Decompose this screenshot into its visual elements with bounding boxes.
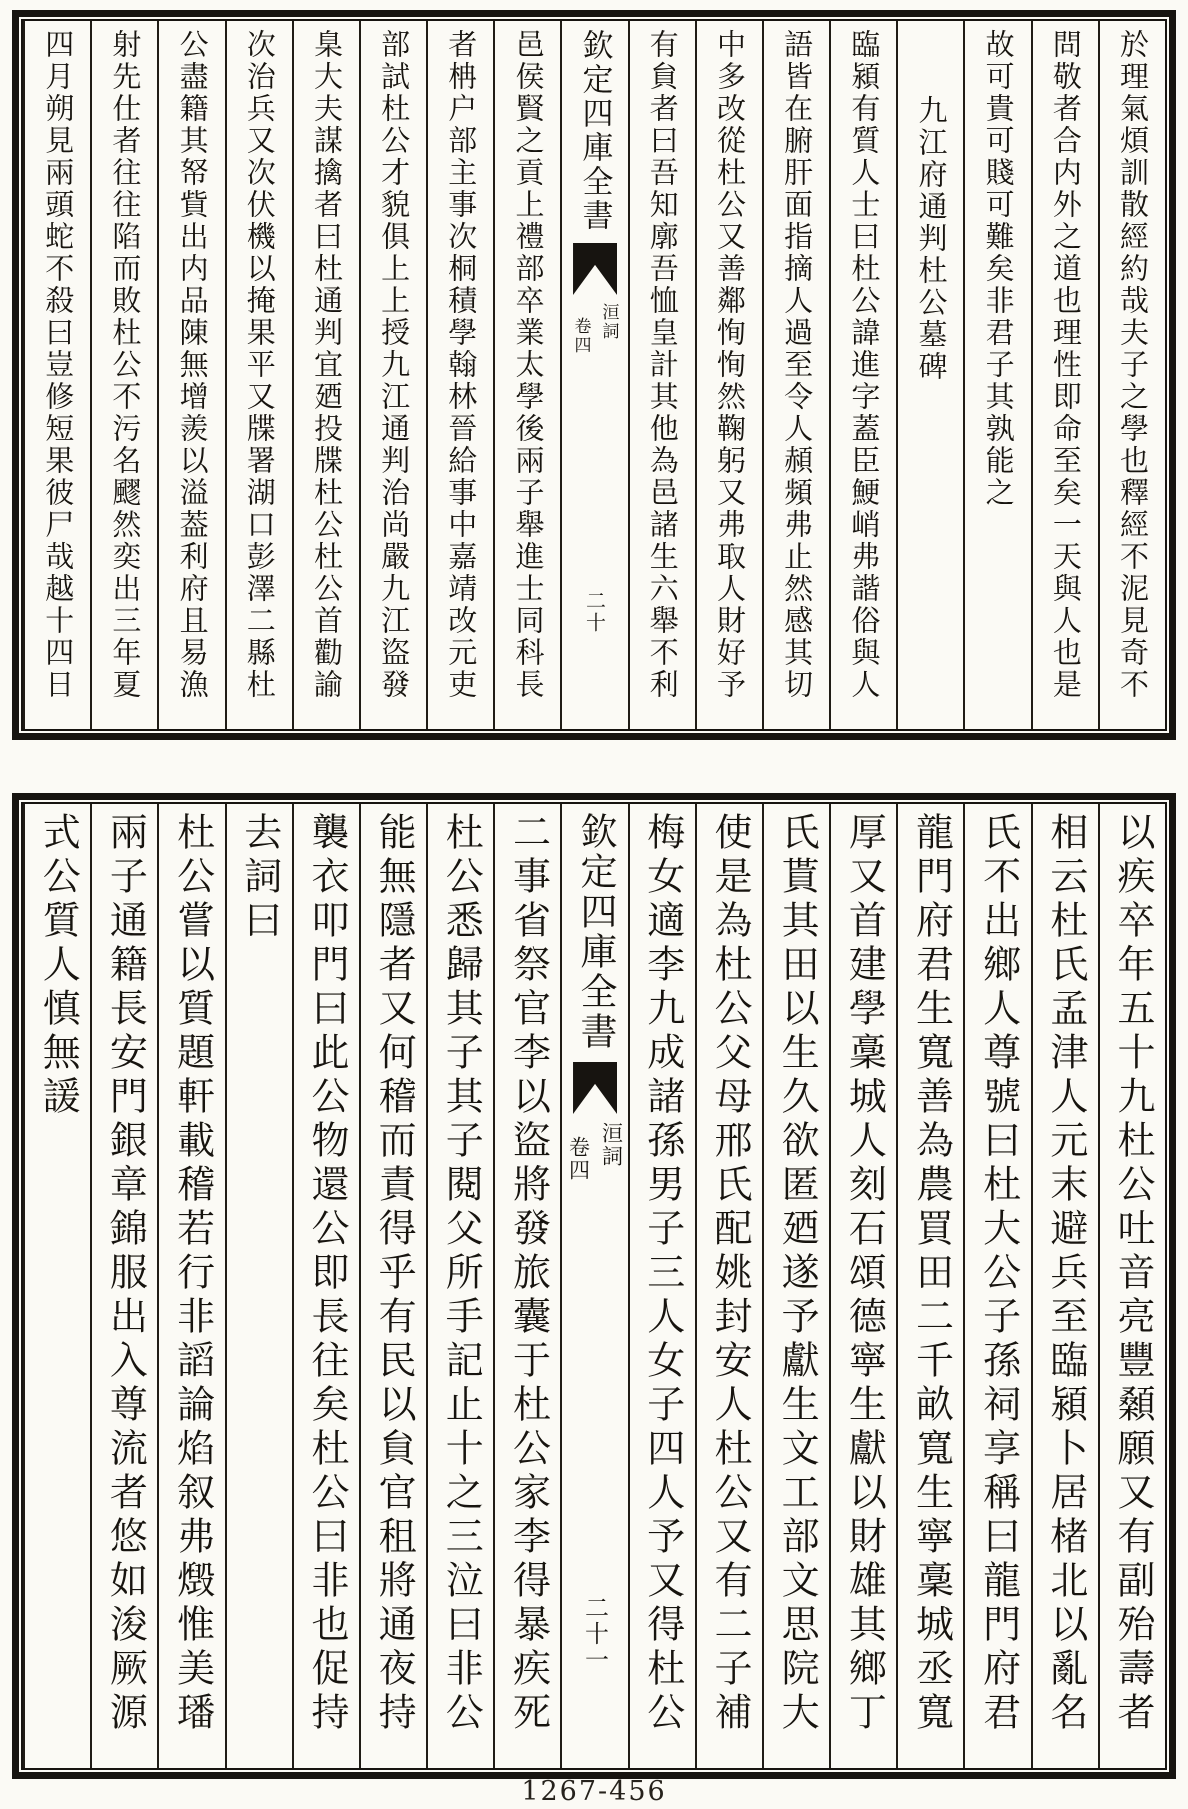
- text-column: 九江府通判杜公墓碑: [896, 21, 963, 729]
- text-column: 兩子通籍長安門銀章錦服出入尊流者悠如浚厥源: [90, 804, 157, 1768]
- page-bottom-columns: [23, 804, 1165, 1768]
- text-column: 去詞曰: [225, 804, 292, 1768]
- volume-label: 卷四: [570, 317, 591, 355]
- text-column: 公盡籍其帑貲出内品陳無增羨以溢葢利府且易漁: [157, 21, 224, 729]
- page-frame-top: [12, 10, 1176, 740]
- text-column: 氏不出鄉人尊號曰杜大公子孫祠享稱曰龍門府君: [963, 804, 1030, 1768]
- fishtail-mark-icon: [573, 1062, 617, 1114]
- banxin-series-title: 欽定四庫全書: [574, 812, 618, 1052]
- text-column: 部試杜公才貌俱上上授九江通判治尚嚴九江盜發: [359, 21, 426, 729]
- text-column: 臬大夫謀擒者曰杜通判宜廼投牒杜公杜公首勸諭: [292, 21, 359, 729]
- text-column: 故可貴可賤可難矣非君子其孰能之: [963, 21, 1030, 729]
- work-volume-mark: [569, 303, 622, 355]
- page-inner-frame-top: [21, 19, 1167, 731]
- banxin-column: [560, 804, 627, 1768]
- text-column: 於理氣煩訓散經約哉夫子之學也釋經不泥見奇不: [1098, 21, 1165, 729]
- banxin-column: [560, 21, 627, 729]
- text-column: 二事省祭官李以盜將發旅囊于杜公家李得暴疾死: [493, 804, 560, 1768]
- text-column: 次治兵又次伏機以掩果平又牒署湖口彭澤二縣杜: [225, 21, 292, 729]
- text-column: 式公質人慎無諼: [23, 804, 90, 1768]
- text-column: 者柟户部主事次桐積學翰林晉給事中嘉靖改元吏: [426, 21, 493, 729]
- page-frame-bottom: [12, 793, 1176, 1779]
- volume-label: 卷四: [566, 1136, 591, 1182]
- work-title-label: 洹詞: [599, 1122, 624, 1168]
- text-column: 語皆在腑肝面指摘人過至令人頳頻弗止然感其切: [762, 21, 829, 729]
- text-column: 邑侯賢之貢上禮部卒業太學後兩子舉進士同科長: [493, 21, 560, 729]
- text-column: 四月朔見兩頭蛇不殺曰豈修短果彼尸哉越十四日: [23, 21, 90, 729]
- work-title-label: 洹詞: [598, 303, 619, 341]
- text-column: 以疾卒年五十九杜公吐音亮豐顙願又有副殆壽者: [1098, 804, 1165, 1768]
- plate-number: 1267-456: [521, 1776, 667, 1807]
- work-volume-mark: [564, 1122, 627, 1182]
- text-column: 臨潁有質人士曰杜公諱進字蓋臣鯁峭弗諧俗與人: [829, 21, 896, 729]
- text-column: 厚又首建學稾城人刻石頌德寧生獻以財雄其鄉丁: [829, 804, 896, 1768]
- text-column: 有貟者曰吾知廓吾恤皇計其他為邑諸生六舉不利: [628, 21, 695, 729]
- text-column: 梅女適李九成諸孫男子三人女子四人予又得杜公: [628, 804, 695, 1768]
- banxin-series-title: 欽定四庫全書: [576, 29, 613, 233]
- folio-number: 二十: [582, 590, 607, 634]
- text-column: 問敬者合内外之道也理性即命至矣一天與人也是: [1031, 21, 1098, 729]
- text-column: 中多改從杜公又善鄰恂恂然鞠躬又弗取人財好予: [695, 21, 762, 729]
- text-column: 能無隱者又何稽而責得乎有民以貟官租將通夜持: [359, 804, 426, 1768]
- text-column: 射先仕者往往陷而敗杜公不污名飂然奕出三年夏: [90, 21, 157, 729]
- text-column: 氏貰其田以生久欲匿廼遂予獻生文工部文思院大: [762, 804, 829, 1768]
- text-column: 使是為杜公父母邢氏配姚封安人杜公又有二子補: [695, 804, 762, 1768]
- folio-number: 二十一: [580, 1595, 609, 1673]
- text-column: 相云杜氏孟津人元末避兵至臨潁卜居楮北以亂名: [1031, 804, 1098, 1768]
- text-column: 杜公悉歸其子其子閱父所手記止十之三泣曰非公: [426, 804, 493, 1768]
- page-top-columns: [23, 21, 1165, 729]
- text-column: 龍門府君生寬善為農買田二千畝寬生寧稾城丞寬: [896, 804, 963, 1768]
- page-inner-frame-bottom: [21, 802, 1167, 1770]
- text-column: 杜公嘗以質題軒載稽若行非謟論焰叙弗燬惟美璠: [157, 804, 224, 1768]
- text-column: 襲衣叩門曰此公物還公即長往矣杜公曰非也促持: [292, 804, 359, 1768]
- fishtail-mark-icon: [573, 243, 617, 295]
